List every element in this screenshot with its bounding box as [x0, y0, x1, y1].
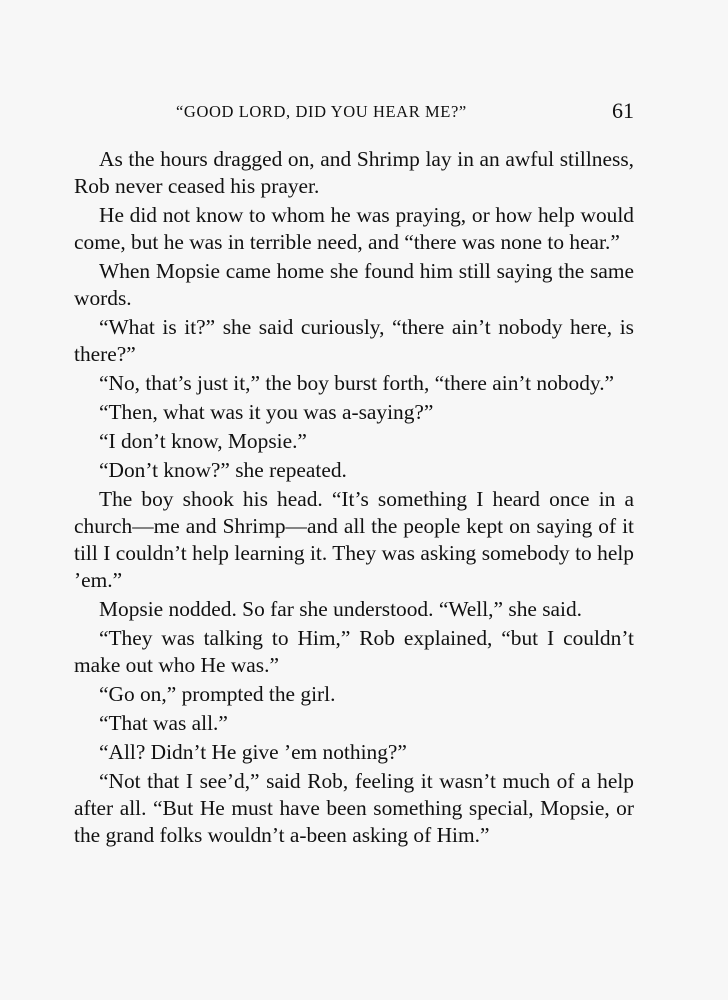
- paragraph: As the hours dragged on, and Shrimp lay in an awful stillness, Rob never ceased his prayer.: [74, 147, 634, 198]
- paragraph: The boy shook his head. “It’s something I heard once in a church—me and Shrimp—and all the people kept on saying of it till I couldn’t help learning it. They was asking somebody to help ’em.”: [74, 487, 634, 592]
- running-head: “GOOD LORD, DID YOU HEAR ME?”: [176, 102, 467, 121]
- paragraph: “All? Didn’t He give ’em nothing?”: [99, 740, 407, 764]
- page-number: 61: [612, 98, 634, 123]
- paragraph: “Not that I see’d,” said Rob, feeling it wasn’t much of a help after all. “But He must have been something special, Mopsie, or the grand folks wouldn’t a-been asking of Him.”: [74, 769, 634, 847]
- paragraph: “Go on,” prompted the girl.: [99, 682, 336, 706]
- page-header: [74, 96, 634, 136]
- paragraph: “No, that’s just it,” the boy burst forth, “there ain’t nobody.”: [99, 371, 615, 395]
- book-page: [74, 96, 634, 847]
- body-text: [74, 146, 634, 851]
- paragraph: “What is it?” she said curiously, “there ain’t nobody here, is there?”: [74, 315, 634, 366]
- paragraph: When Mopsie came home she found him still saying the same words.: [74, 259, 634, 310]
- paragraph: “I don’t know, Mopsie.”: [99, 429, 307, 453]
- paragraph: “That was all.”: [99, 711, 228, 735]
- paragraph: He did not know to whom he was praying, or how help would come, but he was in terrible need, and “there was none to hear.”: [74, 203, 634, 254]
- paragraph: Mopsie nodded. So far she understood. “Well,” she said.: [99, 597, 583, 621]
- paragraph: “Then, what was it you was a-saying?”: [99, 400, 434, 424]
- paragraph: “Don’t know?” she repeated.: [99, 458, 347, 482]
- paragraph: “They was talking to Him,” Rob explained, “but I couldn’t make out who He was.”: [74, 626, 634, 677]
